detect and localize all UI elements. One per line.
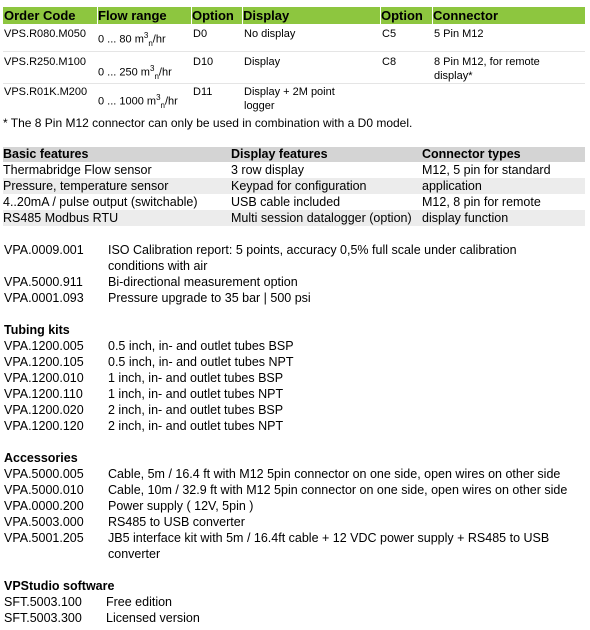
display-description: No display bbox=[244, 28, 296, 40]
flow-range: 0 ... 1000 $m^3_n/hr$ bbox=[98, 93, 178, 110]
item-description: Power supply ( 12V, 5pin ) bbox=[108, 499, 254, 513]
feature-row bbox=[3, 210, 585, 226]
item-code: VPA.0001.093 bbox=[4, 291, 84, 305]
header-option-2: Option bbox=[381, 8, 423, 23]
display-feature: Multi session datalogger (option) bbox=[231, 211, 412, 225]
header-order-code: Order Code bbox=[4, 8, 76, 23]
section-heading: VPStudio software bbox=[4, 579, 115, 593]
connector-footnote: * The 8 Pin M12 connector can only be used in combination with a D0 model. bbox=[3, 116, 413, 130]
item-code: VPA.0000.200 bbox=[4, 499, 84, 513]
connector-type: M12, 8 pin for remote bbox=[422, 195, 541, 209]
flow-range: 0 ... 250 $m^3_n/hr$ bbox=[98, 64, 172, 81]
basic-feature: 4..20mA / pulse output (switchable) bbox=[3, 195, 198, 209]
item-description: 1 inch, in- and outlet tubes NPT bbox=[108, 387, 284, 401]
item-code: SFT.5003.100 bbox=[4, 595, 82, 609]
item-description: Licensed version bbox=[106, 611, 200, 625]
header-display-features: Display features bbox=[231, 147, 328, 161]
item-description: JB5 interface kit with 5m / 16.4ft cable + 12 VDC power supply + RS485 to USB converter bbox=[108, 531, 550, 561]
flow-range: 0 ... 80 $m^3_n/hr$ bbox=[98, 31, 166, 48]
item-description: Cable, 5m / 16.4 ft with M12 5pin connector on one side, open wires on other side bbox=[108, 467, 561, 481]
header-option: Option bbox=[192, 8, 234, 23]
item-description: 2 inch, in- and outlet tubes BSP bbox=[108, 403, 284, 417]
display-option: D0 bbox=[193, 28, 208, 40]
order-code: VPS.R080.M050 bbox=[4, 28, 86, 40]
connector-option: C8 bbox=[382, 56, 397, 68]
display-option: D11 bbox=[193, 86, 213, 98]
display-feature: Keypad for configuration bbox=[231, 179, 367, 193]
connector-type: display function bbox=[422, 211, 509, 225]
display-option: D10 bbox=[193, 56, 214, 68]
item-code: VPA.1200.105 bbox=[4, 355, 84, 369]
connector-option: C5 bbox=[382, 28, 397, 40]
header-display: Display bbox=[243, 8, 290, 23]
order-table-header bbox=[3, 7, 585, 24]
item-code: VPA.1200.120 bbox=[4, 419, 84, 433]
display-description: Display + 2M point logger bbox=[244, 86, 335, 112]
header-connector: Connector bbox=[433, 8, 498, 23]
item-description: Free edition bbox=[106, 595, 173, 609]
basic-feature: RS485 Modbus RTU bbox=[3, 211, 119, 225]
feature-row bbox=[3, 194, 585, 210]
item-description: Pressure upgrade to 35 bar | 500 psi bbox=[108, 291, 311, 305]
basic-feature: Pressure, temperature sensor bbox=[3, 179, 169, 193]
item-code: VPA.5000.005 bbox=[4, 467, 84, 481]
item-description: Cable, 10m / 32.9 ft with M12 5pin connector on one side, open wires on other side bbox=[108, 483, 568, 497]
item-code: VPA.0009.001 bbox=[4, 243, 84, 257]
item-code: VPA.5003.000 bbox=[4, 515, 84, 529]
display-description: Display bbox=[244, 56, 281, 68]
order-code: VPS.R250.M100 bbox=[4, 56, 86, 68]
features-header bbox=[3, 147, 585, 162]
order-code: VPS.R01K.M200 bbox=[4, 86, 88, 98]
section-heading: Accessories bbox=[4, 451, 78, 465]
item-description: 0.5 inch, in- and outlet tubes NPT bbox=[108, 355, 294, 369]
item-code: SFT.5003.300 bbox=[4, 611, 82, 625]
header-basic-features: Basic features bbox=[3, 147, 89, 161]
section-heading: Tubing kits bbox=[4, 323, 70, 337]
display-feature: USB cable included bbox=[231, 195, 341, 209]
item-code: VPA.1200.010 bbox=[4, 371, 84, 385]
item-code: VPA.5000.010 bbox=[4, 483, 84, 497]
item-code: VPA.5000.911 bbox=[4, 275, 83, 289]
item-description: Bi-directional measurement option bbox=[108, 275, 298, 289]
item-code: VPA.1200.020 bbox=[4, 403, 84, 417]
item-description: RS485 to USB converter bbox=[108, 515, 245, 529]
item-description: ISO Calibration report: 5 points, accuracy 0,5% full scale under calibration conditions with air bbox=[108, 243, 517, 273]
connector-description: 8 Pin M12, for remote display* bbox=[434, 56, 540, 82]
basic-feature: Thermabridge Flow sensor bbox=[3, 163, 152, 177]
item-code: VPA.5001.205 bbox=[4, 531, 84, 545]
header-connector-types: Connector types bbox=[422, 147, 521, 161]
item-code: VPA.1200.005 bbox=[4, 339, 84, 353]
item-description: 2 inch, in- and outlet tubes NPT bbox=[108, 419, 284, 433]
item-description: 0.5 inch, in- and outlet tubes BSP bbox=[108, 339, 294, 353]
connector-type: application bbox=[422, 179, 482, 193]
feature-row bbox=[3, 178, 585, 194]
display-feature: 3 row display bbox=[231, 163, 304, 177]
connector-type: M12, 5 pin for standard bbox=[422, 163, 551, 177]
item-description: 1 inch, in- and outlet tubes BSP bbox=[108, 371, 284, 385]
item-code: VPA.1200.110 bbox=[4, 387, 83, 401]
feature-row bbox=[3, 162, 585, 178]
header-flow-range: Flow range bbox=[98, 8, 167, 23]
connector-description: 5 Pin M12 bbox=[434, 28, 484, 40]
